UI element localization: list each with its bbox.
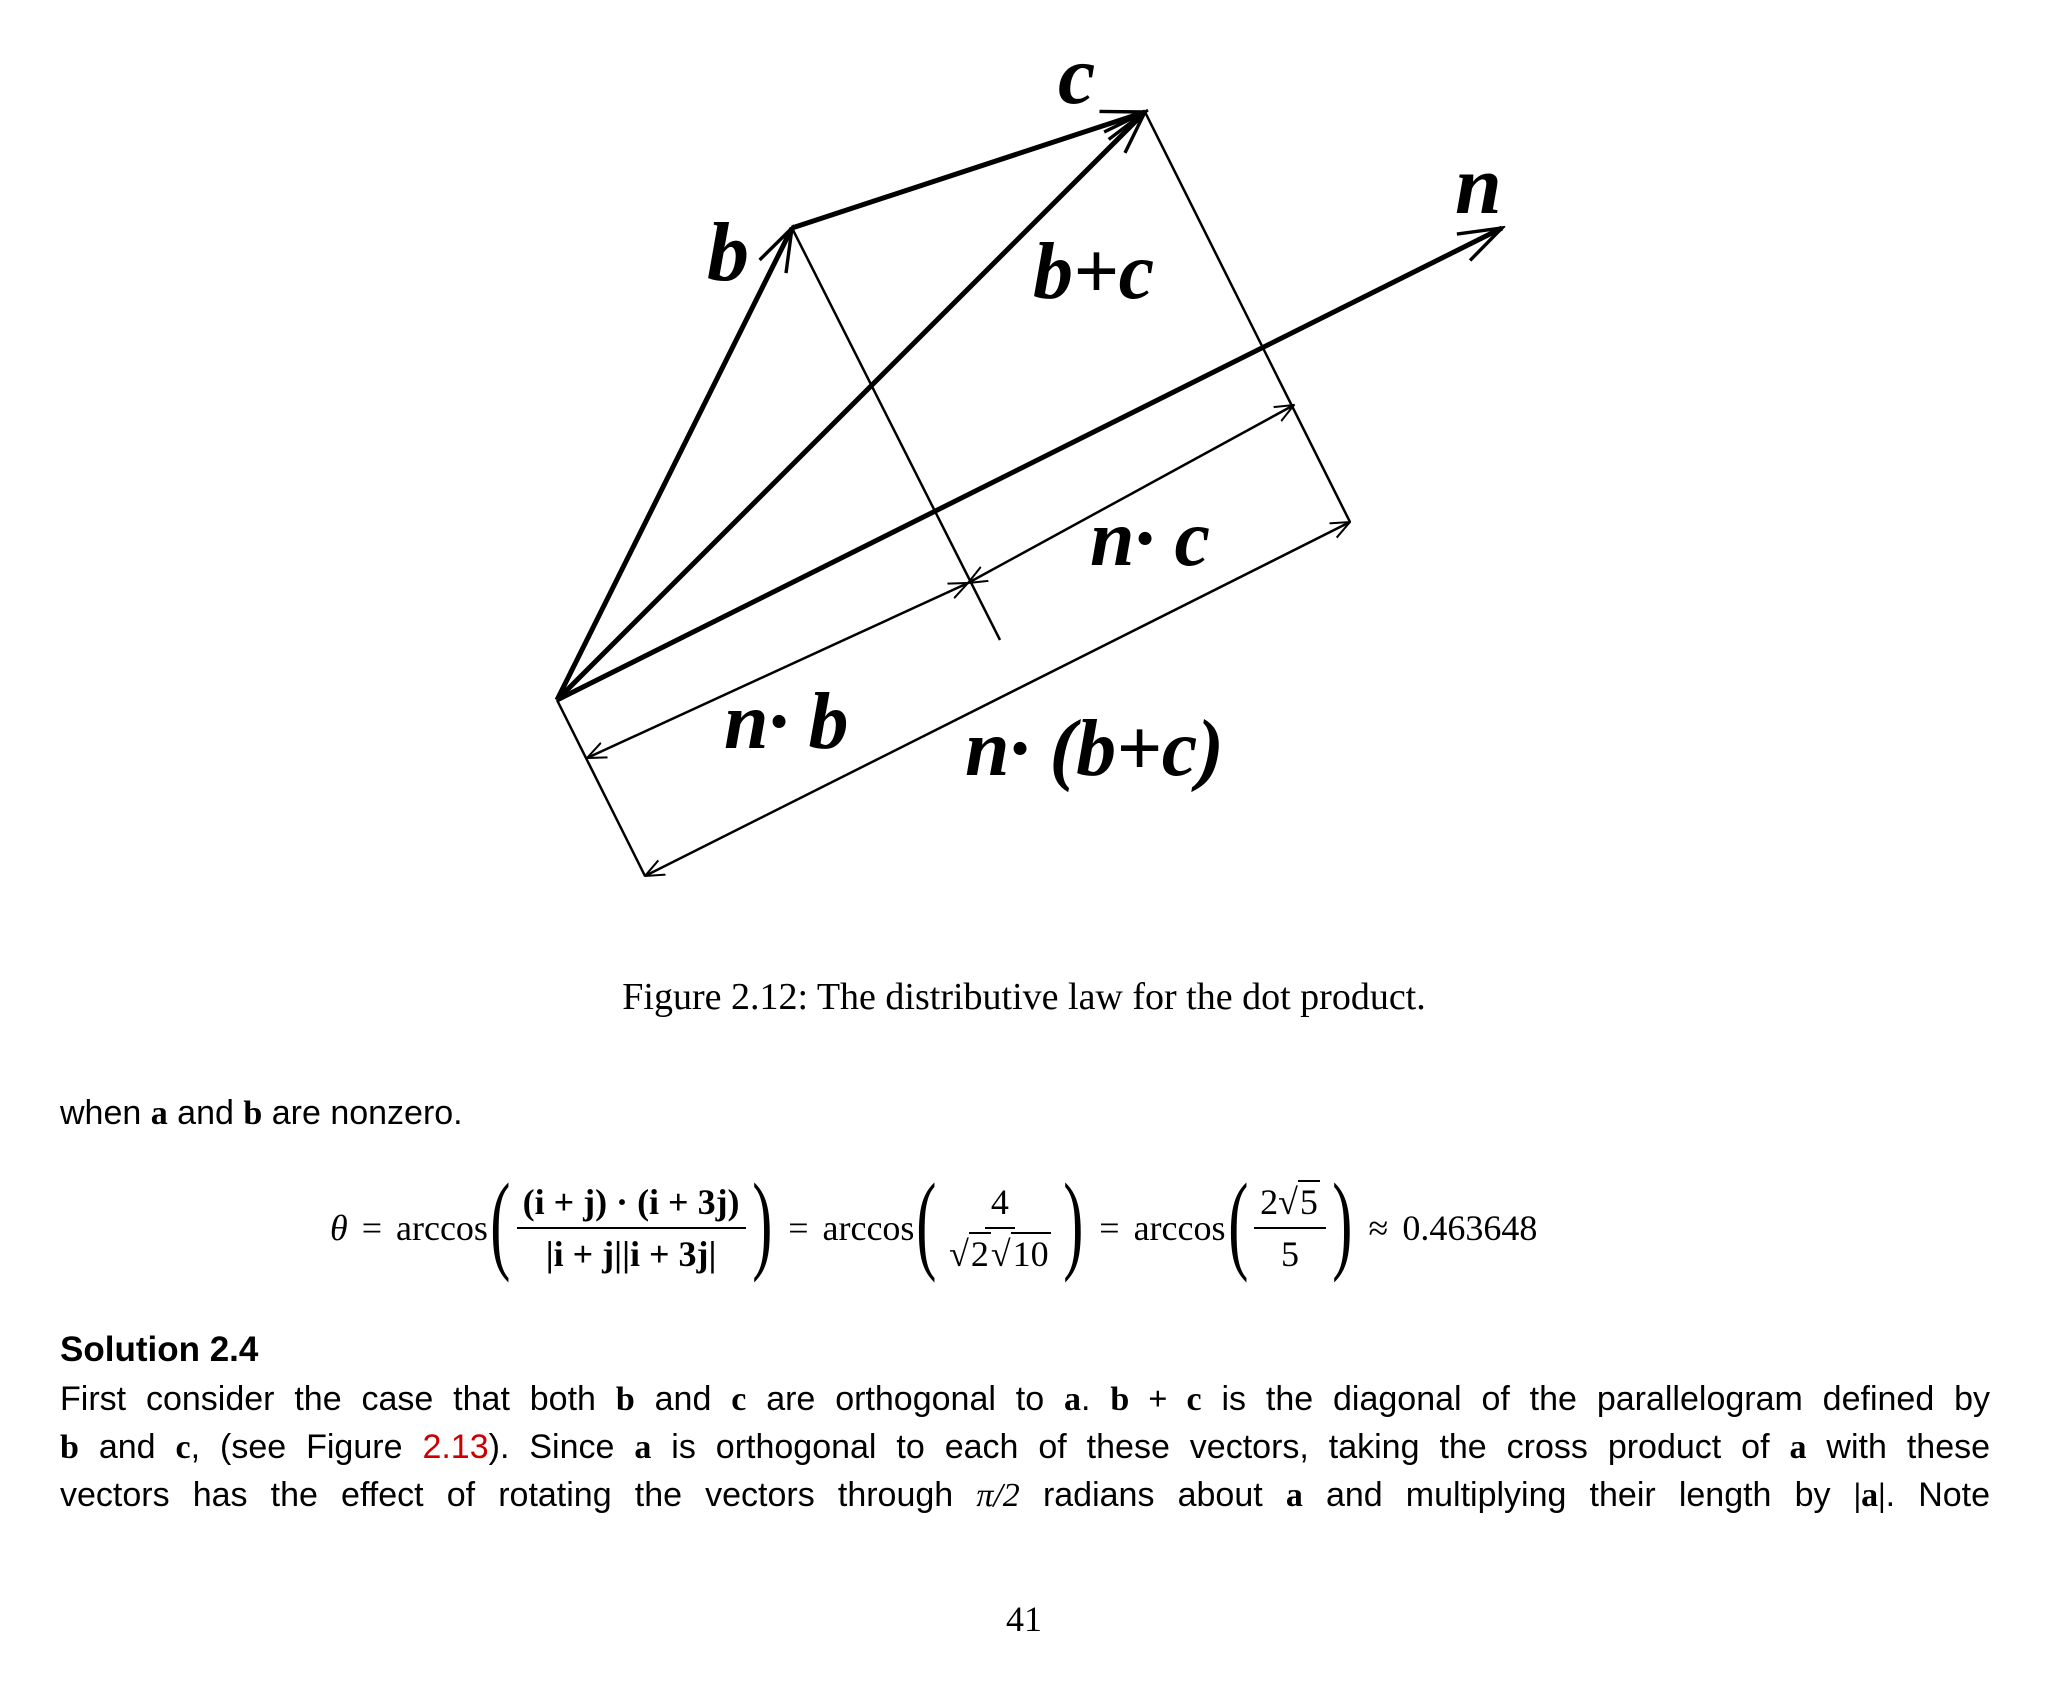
vector-c [792,112,1145,228]
figure-caption: Figure 2.12: The distributive law for the dot product. [622,976,1426,1018]
sqrt-sign: 2√ [1260,1182,1298,1222]
solution-heading: Solution 2.4 [60,1330,259,1369]
text-line-nonzero [60,1094,463,1133]
fraction-3-denominator: 5 [1281,1234,1300,1274]
label-n-dot-c: n· c [1090,495,1210,583]
equals-sign: = [1099,1208,1120,1248]
symbol-b: b [243,1095,263,1132]
text-run: and [78,1428,176,1466]
theta-symbol: θ [330,1208,348,1248]
result-value: 0.463648 [1402,1208,1538,1248]
sqrt-sign: √ [949,1234,969,1274]
text-run: radians about [1019,1476,1286,1514]
equals-sign: = [361,1208,382,1248]
text-run: . [1081,1380,1111,1418]
symbol-b-plus-c: b + c [1110,1381,1202,1418]
sqrt-arg: 2 [970,1234,989,1274]
text-run: vectors has the effect of rotating the vectors through [60,1476,977,1514]
text-run: with these [1806,1428,1991,1466]
fraction-3-numerator [1254,1181,1326,1229]
symbol-c: c [175,1429,191,1466]
vector-b-plus-c [557,112,1145,700]
sqrt-arg: 10 [1012,1234,1049,1274]
text-run: and multiplying their length by [1302,1476,1854,1514]
approx-sign: ≈ [1368,1208,1389,1248]
arccos-1: arccos [396,1208,488,1248]
pi-over-2: π/2 [976,1477,1020,1514]
equals-sign: = [788,1208,809,1248]
paragraph-line-1 [60,1380,1990,1419]
text-run: is the diagonal of the parallelogram defined by [1201,1380,1991,1418]
symbol-a: a [150,1095,168,1132]
text-run: ). Since [488,1428,635,1466]
page-number: 41 [1006,1599,1042,1639]
text-run: , (see Figure [190,1428,423,1466]
vector-b [557,228,792,700]
symbol-a: a [1789,1429,1807,1466]
fraction-1-denominator: |i + j||i + 3j| [545,1234,717,1274]
magnitude-a: |a| [1853,1477,1886,1514]
paren-right: ) [751,1161,772,1283]
text-run: and [167,1094,244,1132]
fraction-1 [517,1181,746,1275]
paren-left: ( [490,1161,511,1283]
symbol-c: c [731,1381,747,1418]
paren-right: ) [1332,1161,1353,1283]
fraction-2-denominator [943,1229,1057,1275]
fraction-1-numerator: (i + j) · (i + 3j) [517,1181,746,1229]
text-run: are orthogonal to [746,1380,1065,1418]
fraction-2-numerator: 4 [985,1181,1015,1229]
vector-n [557,228,1502,700]
label-n-dot-bc: n· (b+c) [965,705,1224,793]
figure-2-13-link[interactable]: 2.13 [422,1428,489,1466]
label-n: n [1455,139,1502,232]
perp-line-a [557,700,645,876]
label-n-dot-b: n· b [724,678,849,766]
symbol-b: b [615,1381,635,1418]
paragraph-line-2 [60,1428,1990,1467]
sqrt-sign: √ [990,1234,1011,1274]
sqrt-arg: 5 [1299,1182,1318,1222]
text-run: First consider the case that both [60,1380,616,1418]
fraction-2 [943,1181,1057,1275]
theta-equation [330,1158,1537,1298]
symbol-a: a [1285,1477,1303,1514]
paragraph-line-3 [60,1476,1990,1515]
symbol-a: a [1064,1381,1082,1418]
arccos-2: arccos [822,1208,915,1248]
paren-left: ( [916,1161,937,1283]
text-run: . Note [1885,1476,1991,1514]
label-b-plus-c: b+c [1033,228,1155,316]
text-run: when [60,1094,151,1132]
text-run: are nonzero. [262,1094,463,1132]
fraction-3 [1254,1181,1326,1275]
symbol-b: b [60,1429,79,1466]
arccos-3: arccos [1133,1208,1226,1248]
paren-right: ) [1062,1161,1084,1283]
text-run: is orthogonal to each of these vectors, taking the cross product of [651,1428,1790,1466]
paren-left: ( [1227,1161,1248,1283]
label-b: b [707,206,749,299]
symbol-a: a [634,1429,652,1466]
label-c: c [1058,29,1096,122]
text-run: and [634,1380,732,1418]
